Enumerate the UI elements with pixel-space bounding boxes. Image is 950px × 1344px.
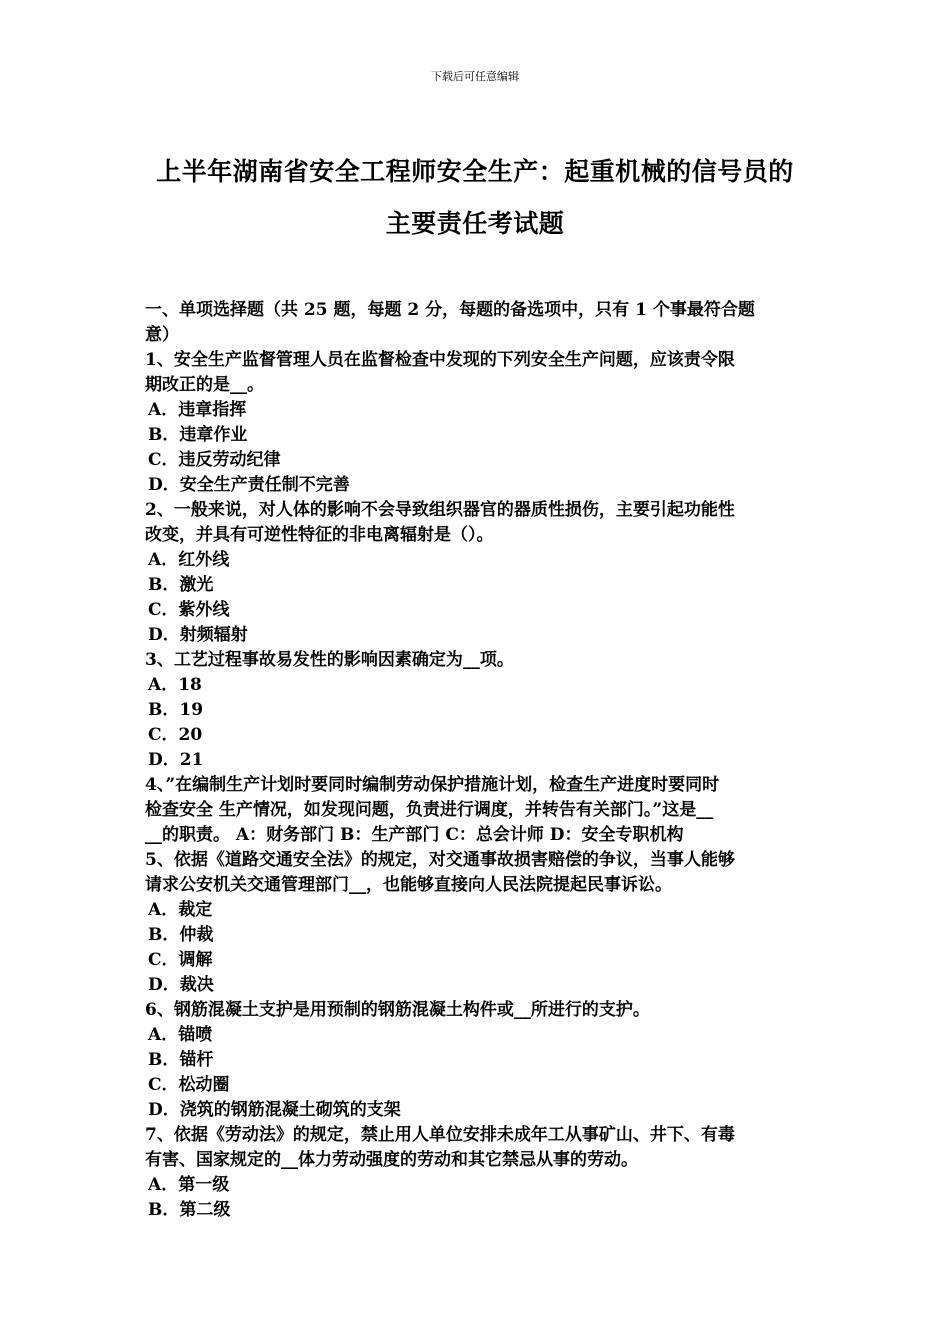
question-4-text-cont: 检查安全 生产情况，如发现问题，负责进行调度，并转告有关部门。”这是__ (145, 800, 714, 820)
section-heading: 一、单项选择题（共 25 题，每题 2 分，每题的备选项中，只有 1 个事最符合题 (145, 300, 755, 320)
question-3-option-b: B．19 (148, 700, 204, 720)
question-7-text: 7、依据《劳动法》的规定，禁止用人单位安排未成年工从事矿山、井下、有毒 (145, 1125, 735, 1145)
question-7-option-a: A．第一级 (148, 1175, 230, 1195)
question-2-text: 2、一般来说，对人体的影响不会导致组织器官的器质性损伤，主要引起功能性 (145, 500, 735, 520)
question-5-text-cont: 请求公安机关交通管理部门__，也能够直接向人民法院提起民事诉讼。 (145, 875, 672, 895)
question-4-text: 4、”在编制生产计划时要同时编制劳动保护措施计划，检查生产进度时要同时 (145, 775, 720, 795)
question-7-text-cont: 有害、国家规定的__体力劳动强度的劳动和其它禁忌从事的劳动。 (145, 1150, 638, 1170)
document-body (145, 298, 810, 1223)
question-2-option-b: B．激光 (148, 575, 214, 595)
question-1-option-b: B．违章作业 (148, 425, 248, 445)
question-1-text: 1、安全生产监督管理人员在监督检查中发现的下列安全生产问题，应该责令限 (145, 350, 735, 370)
question-3-option-d: D．21 (148, 750, 204, 770)
question-3-text: 3、工艺过程事故易发性的影响因素确定为__项。 (145, 650, 514, 670)
question-6-option-c: C．松动圈 (148, 1075, 230, 1095)
question-5-text: 5、依据《道路交通安全法》的规定，对交通事故损害赔偿的争议，当事人能够 (145, 850, 735, 870)
question-1-option-a: A．违章指挥 (148, 400, 247, 420)
question-6-text: 6、钢筋混凝土支护是用预制的钢筋混凝土构件或__所进行的支护。 (145, 1000, 650, 1020)
question-5-option-d: D．裁决 (148, 975, 214, 995)
question-5-option-c: C．调解 (148, 950, 213, 970)
question-6-option-b: B．锚杆 (148, 1050, 214, 1070)
question-6-option-d: D．浇筑的钢筋混凝土砌筑的支架 (148, 1100, 401, 1120)
question-5-option-b: B．仲裁 (148, 925, 214, 945)
question-1-option-d: D．安全生产责任制不完善 (148, 475, 350, 495)
question-1-option-c: C．违反劳动纪律 (148, 450, 281, 470)
question-3-option-c: C．20 (148, 725, 203, 745)
question-2-option-c: C．紫外线 (148, 600, 230, 620)
document-title-line-2: 主要责任考试题 (385, 209, 565, 238)
question-2-option-a: A．红外线 (148, 550, 230, 570)
question-5-option-a: A．裁定 (148, 900, 213, 920)
question-6-option-a: A．锚喷 (148, 1025, 213, 1045)
document-title-line-1: 上半年湖南省安全工程师安全生产：起重机械的信号员的 (156, 157, 794, 186)
question-4-text-options: __的职责。 A：财务部门 B：生产部门 C：总会计师 D：安全专职机构 (145, 825, 684, 845)
question-2-option-d: D．射频辐射 (148, 625, 248, 645)
page-header: 下载后可任意编辑 (431, 70, 519, 83)
question-1-text-cont: 期改正的是__。 (145, 375, 264, 395)
section-heading-cont: 意） (145, 325, 179, 345)
question-7-option-b: B．第二级 (148, 1200, 231, 1220)
question-3-option-a: A．18 (148, 675, 202, 695)
question-2-text-cont: 改变，并具有可逆性特征的非电离辐射是（）。 (145, 525, 494, 545)
